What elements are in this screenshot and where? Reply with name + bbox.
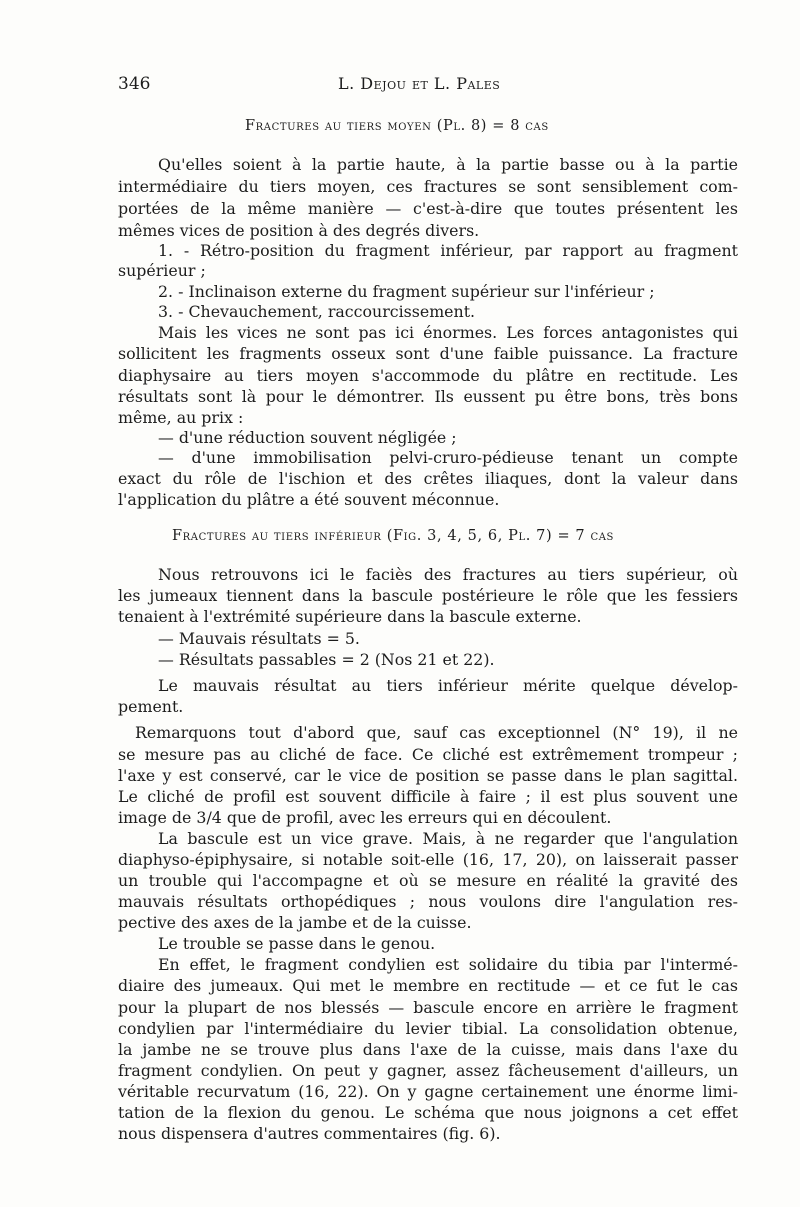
text-line: l'axe y est conservé, car le vice de position se passe dans le plan sagittal. (118, 766, 738, 785)
text-line: 3. - Chevauchement, raccourcissement. (158, 302, 476, 321)
text-line: — d'une réduction souvent négligée ; (158, 428, 457, 447)
text-line: Remarquons tout d'abord que, sauf cas exceptionnel (N° 19), il ne (135, 723, 738, 742)
text-line: tenaient à l'extrémité supérieure dans la bascule externe. (118, 607, 582, 626)
text-line: intermédiaire du tiers moyen, ces fractures se sont sensiblement com- (118, 177, 738, 196)
text-line: diaphysaire au tiers moyen s'accommode du plâtre en rectitude. Les (118, 366, 738, 385)
section-title-middle-third: Fractures au tiers moyen (Pl. 8) = 8 cas (245, 118, 549, 134)
text-line: Le cliché de profil est souvent difficile à faire ; il est plus souvent une (118, 787, 738, 806)
text-line: se mesure pas au cliché de face. Ce cliché est extrêmement trompeur ; (118, 745, 738, 764)
text-line: nous dispensera d'autres commentaires (fig. 6). (118, 1124, 501, 1143)
text-line: pour la plupart de nos blessés — bascule encore en arrière le fragment (118, 998, 738, 1017)
text-line: la jambe ne se trouve plus dans l'axe de la cuisse, mais dans l'axe du (118, 1040, 738, 1059)
text-line: 1. - Rétro-position du fragment inférieur, par rapport au fragment (158, 241, 738, 260)
text-line: sollicitent les fragments osseux sont d'une faible puissance. La fracture (118, 344, 738, 363)
text-line: Le mauvais résultat au tiers inférieur mérite quelque dévelop- (158, 676, 738, 695)
text-line: diaphyso-épiphysaire, si notable soit-elle (16, 17, 20), on laisserait passer (118, 850, 738, 869)
page-number: 346 (118, 74, 151, 94)
text-line: les jumeaux tiennent dans la bascule postérieure le rôle que les fessiers (118, 586, 738, 605)
text-line: Nous retrouvons ici le faciès des fractures au tiers supérieur, où (158, 565, 738, 584)
text-line: un trouble qui l'accompagne et où se mesure en réalité la gravité des (118, 871, 738, 890)
section-title-lower-third: Fractures au tiers inférieur (Fig. 3, 4, 5, 6, Pl. 7) = 7 cas (172, 528, 614, 544)
running-title: L. Dejou et L. Pales (338, 74, 501, 93)
text-line: même, au prix : (118, 408, 244, 427)
running-head (118, 74, 738, 98)
text-line: résultats sont là pour le démontrer. Ils eussent pu être bons, très bons (118, 387, 738, 406)
text-line: exact du rôle de l'ischion et des crêtes iliaques, dont la valeur dans (118, 469, 738, 488)
text-line: mauvais résultats orthopédiques ; nous voulons dire l'angulation res- (118, 892, 738, 911)
text-line: portées de la même manière — c'est-à-dire que toutes présentent les (118, 199, 738, 218)
text-line: Mais les vices ne sont pas ici énormes. Les forces antagonistes qui (158, 323, 738, 342)
text-line: 2. - Inclinaison externe du fragment supérieur sur l'inférieur ; (158, 282, 655, 301)
text-line: pective des axes de la jambe et de la cuisse. (118, 913, 472, 932)
text-line: La bascule est un vice grave. Mais, à ne regarder que l'angulation (158, 829, 738, 848)
text-line: Qu'elles soient à la partie haute, à la partie basse ou à la partie (158, 155, 738, 174)
text-line: supérieur ; (118, 261, 206, 280)
text-line: Le trouble se passe dans le genou. (158, 934, 436, 953)
text-line: — Mauvais résultats = 5. (158, 629, 360, 648)
text-line: pement. (118, 697, 184, 716)
text-line: En effet, le fragment condylien est solidaire du tibia par l'intermé- (158, 955, 738, 974)
text-line: tation de la flexion du genou. Le schéma que nous joignons a cet effet (118, 1103, 738, 1122)
text-line: diaire des jumeaux. Qui met le membre en rectitude — et ce fut le cas (118, 976, 738, 995)
text-line: image de 3/4 que de profil, avec les erreurs qui en découlent. (118, 808, 612, 827)
text-line: véritable recurvatum (16, 22). On y gagne certainement une énorme limi- (118, 1082, 738, 1101)
text-line: condylien par l'intermédiaire du levier tibial. La consolidation obtenue, (118, 1019, 738, 1038)
text-line: — Résultats passables = 2 (Nos 21 et 22). (158, 650, 495, 669)
text-line: mêmes vices de position à des degrés divers. (118, 221, 480, 240)
text-line: — d'une immobilisation pelvi-cruro-pédieuse tenant un compte (158, 448, 738, 467)
text-line: fragment condylien. On peut y gagner, assez fâcheusement d'ailleurs, un (118, 1061, 738, 1080)
text-line: l'application du plâtre a été souvent méconnue. (118, 490, 500, 509)
